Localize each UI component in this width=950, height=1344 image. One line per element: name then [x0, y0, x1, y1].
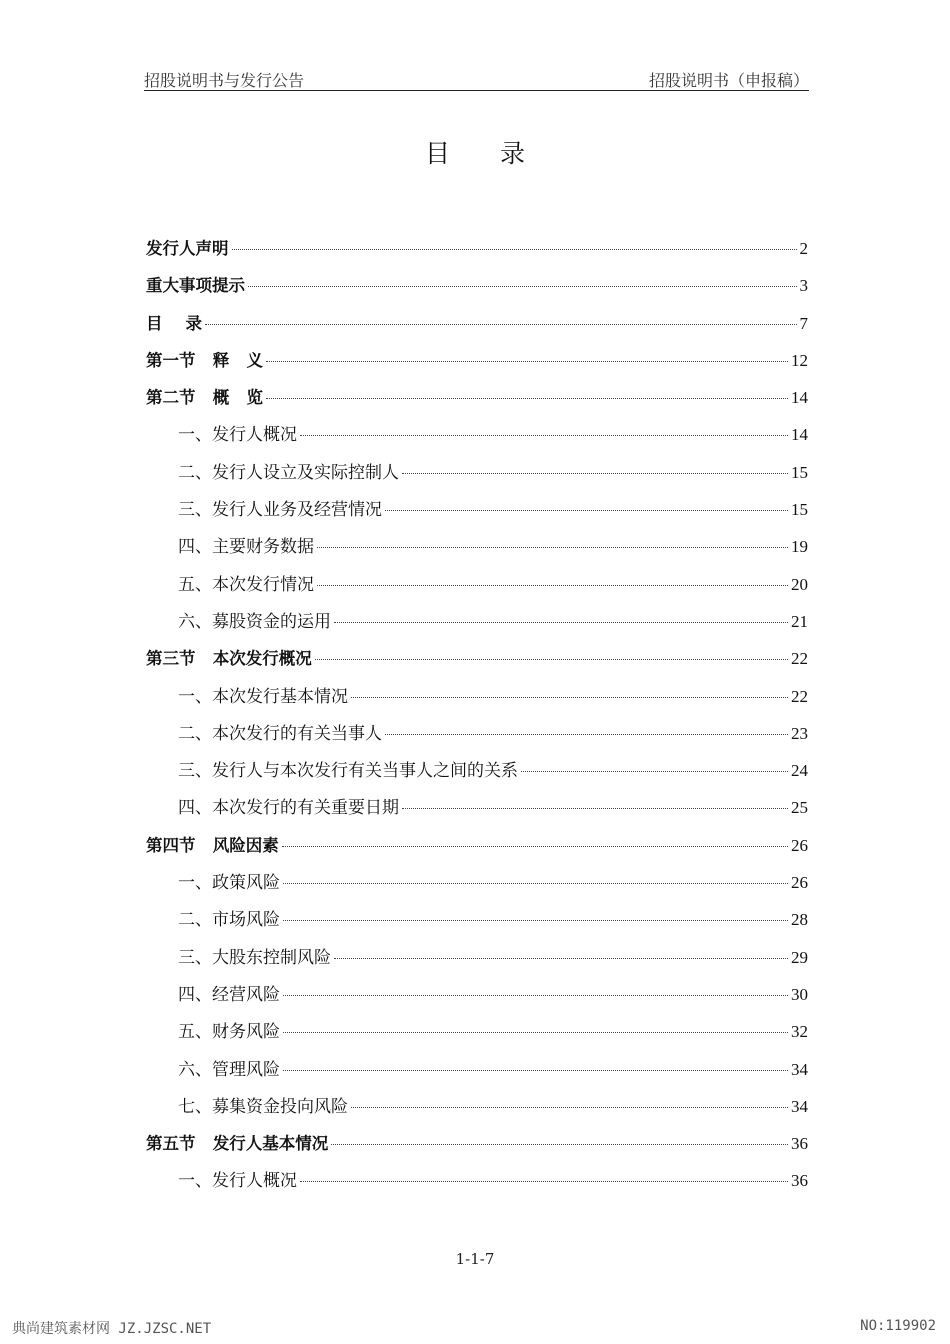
toc-entry-page: 26	[791, 835, 808, 855]
dot-leader	[331, 1144, 788, 1145]
toc-entry-page: 36	[791, 1134, 808, 1154]
dot-leader	[402, 808, 788, 809]
dot-leader	[351, 1107, 788, 1108]
toc-entry-page: 15	[791, 462, 808, 482]
toc-entry-page: 2	[799, 239, 808, 258]
toc-entry[interactable]	[146, 1021, 808, 1058]
dot-leader	[385, 734, 788, 735]
toc-entry[interactable]	[146, 797, 808, 834]
toc-entry[interactable]	[146, 686, 808, 723]
dot-leader	[205, 324, 797, 325]
page-number: 1-1-7	[455, 1250, 495, 1268]
dot-leader	[283, 1032, 788, 1033]
dot-leader	[282, 846, 788, 847]
toc-entry-page: 12	[791, 350, 808, 370]
toc-entry-label: 六、管理风险	[178, 1059, 280, 1080]
toc-entry[interactable]	[146, 313, 808, 350]
dot-leader	[232, 249, 797, 250]
toc-entry-page: 22	[791, 686, 808, 706]
toc-entry-label: 四、经营风险	[178, 984, 280, 1005]
toc-entry-page: 26	[791, 873, 808, 893]
dot-leader	[334, 622, 788, 623]
toc-entry[interactable]	[146, 835, 808, 872]
toc-entry-label: 四、主要财务数据	[178, 537, 314, 558]
toc-entry-page: 28	[791, 910, 808, 930]
dot-leader	[402, 473, 788, 474]
toc-entry[interactable]	[146, 1096, 808, 1133]
toc-entry-label: 第五节 发行人基本情况	[146, 1134, 329, 1154]
toc-entry-label: 一、发行人概况	[178, 425, 297, 446]
toc-entry[interactable]	[146, 275, 808, 312]
toc-entry-label: 重大事项提示	[146, 276, 245, 296]
dot-leader	[300, 1181, 788, 1182]
toc-entry[interactable]	[146, 462, 808, 499]
dot-leader	[315, 659, 788, 660]
toc-entry[interactable]	[146, 536, 808, 573]
toc-entry-label: 第一节 释 义	[146, 350, 263, 370]
watermark-site: 典尚建筑素材网 JZ.JZSC.NET	[12, 1321, 212, 1337]
toc-entry-page: 19	[791, 537, 808, 557]
toc-entry-label: 五、财务风险	[178, 1022, 280, 1043]
toc-entry-page: 14	[791, 388, 808, 408]
dot-leader	[334, 958, 788, 959]
dot-leader	[283, 1070, 788, 1071]
toc-entry[interactable]	[146, 574, 808, 611]
toc-entry-label: 七、募集资金投向风险	[178, 1096, 348, 1117]
toc-entry[interactable]	[146, 723, 808, 760]
toc-entry-label: 第三节 本次发行概况	[146, 649, 312, 669]
toc-entry-page: 29	[791, 947, 808, 967]
toc-entry-page: 24	[791, 761, 808, 781]
dot-leader	[317, 547, 788, 548]
toc-entry-label: 五、本次发行情况	[178, 574, 314, 595]
dot-leader	[283, 995, 788, 996]
toc-entry[interactable]	[146, 238, 808, 275]
toc-entry-page: 21	[791, 611, 808, 631]
dot-leader	[317, 585, 788, 586]
toc-entry-page: 34	[791, 1059, 808, 1079]
toc-entry[interactable]	[146, 387, 808, 424]
table-of-contents	[146, 238, 808, 1208]
toc-entry[interactable]	[146, 984, 808, 1021]
toc-entry-page: 32	[791, 1022, 808, 1042]
toc-entry-label: 三、大股东控制风险	[178, 947, 331, 968]
toc-entry[interactable]	[146, 648, 808, 685]
toc-entry[interactable]	[146, 872, 808, 909]
toc-entry[interactable]	[146, 424, 808, 461]
toc-entry-page: 14	[791, 425, 808, 445]
toc-entry-page: 34	[791, 1096, 808, 1116]
toc-entry[interactable]	[146, 947, 808, 984]
dot-leader	[351, 697, 788, 698]
toc-entry-label: 第四节 风险因素	[146, 835, 279, 855]
toc-entry-label: 六、募股资金的运用	[178, 611, 331, 632]
toc-entry-label: 三、发行人与本次发行有关当事人之间的关系	[178, 761, 518, 782]
toc-entry-page: 30	[791, 984, 808, 1004]
dot-leader	[283, 883, 788, 884]
watermark-id: NO:119902	[860, 1318, 936, 1334]
toc-entry-label: 二、本次发行的有关当事人	[178, 723, 382, 744]
toc-entry[interactable]	[146, 760, 808, 797]
toc-entry-label: 三、发行人业务及经营情况	[178, 500, 382, 521]
toc-entry-label: 一、政策风险	[178, 873, 280, 894]
toc-entry-page: 25	[791, 798, 808, 818]
dot-leader	[283, 920, 788, 921]
dot-leader	[248, 286, 797, 287]
toc-entry-label: 发行人声明	[146, 239, 229, 258]
toc-entry-page: 7	[799, 313, 808, 333]
toc-entry[interactable]	[146, 350, 808, 387]
toc-entry[interactable]	[146, 1170, 808, 1207]
toc-entry[interactable]	[146, 499, 808, 536]
toc-entry-label: 一、发行人概况	[178, 1171, 297, 1192]
toc-entry[interactable]	[146, 1133, 808, 1170]
dot-leader	[266, 398, 788, 399]
toc-entry-label: 第二节 概 览	[146, 388, 263, 408]
dot-leader	[300, 435, 788, 436]
dot-leader	[266, 361, 788, 362]
toc-entry-page: 3	[799, 276, 808, 296]
dot-leader	[385, 510, 788, 511]
page-header	[144, 64, 809, 91]
toc-entry[interactable]	[146, 909, 808, 946]
toc-entry[interactable]	[146, 1059, 808, 1096]
toc-entry-label: 四、本次发行的有关重要日期	[178, 798, 399, 819]
toc-entry-page: 36	[791, 1171, 808, 1191]
toc-entry[interactable]	[146, 611, 808, 648]
header-right-title: 招股说明书（申报稿）	[648, 71, 809, 90]
page-title: 目录	[424, 139, 575, 168]
header-left-title: 招股说明书与发行公告	[144, 71, 305, 90]
toc-entry-page: 15	[791, 500, 808, 520]
toc-entry-label: 目 录	[146, 313, 202, 333]
toc-entry-page: 20	[791, 574, 808, 594]
dot-leader	[521, 771, 788, 772]
toc-entry-label: 二、发行人设立及实际控制人	[178, 462, 399, 483]
toc-entry-label: 二、市场风险	[178, 910, 280, 931]
toc-entry-page: 23	[791, 723, 808, 743]
toc-entry-label: 一、本次发行基本情况	[178, 686, 348, 707]
toc-entry-page: 22	[791, 649, 808, 669]
